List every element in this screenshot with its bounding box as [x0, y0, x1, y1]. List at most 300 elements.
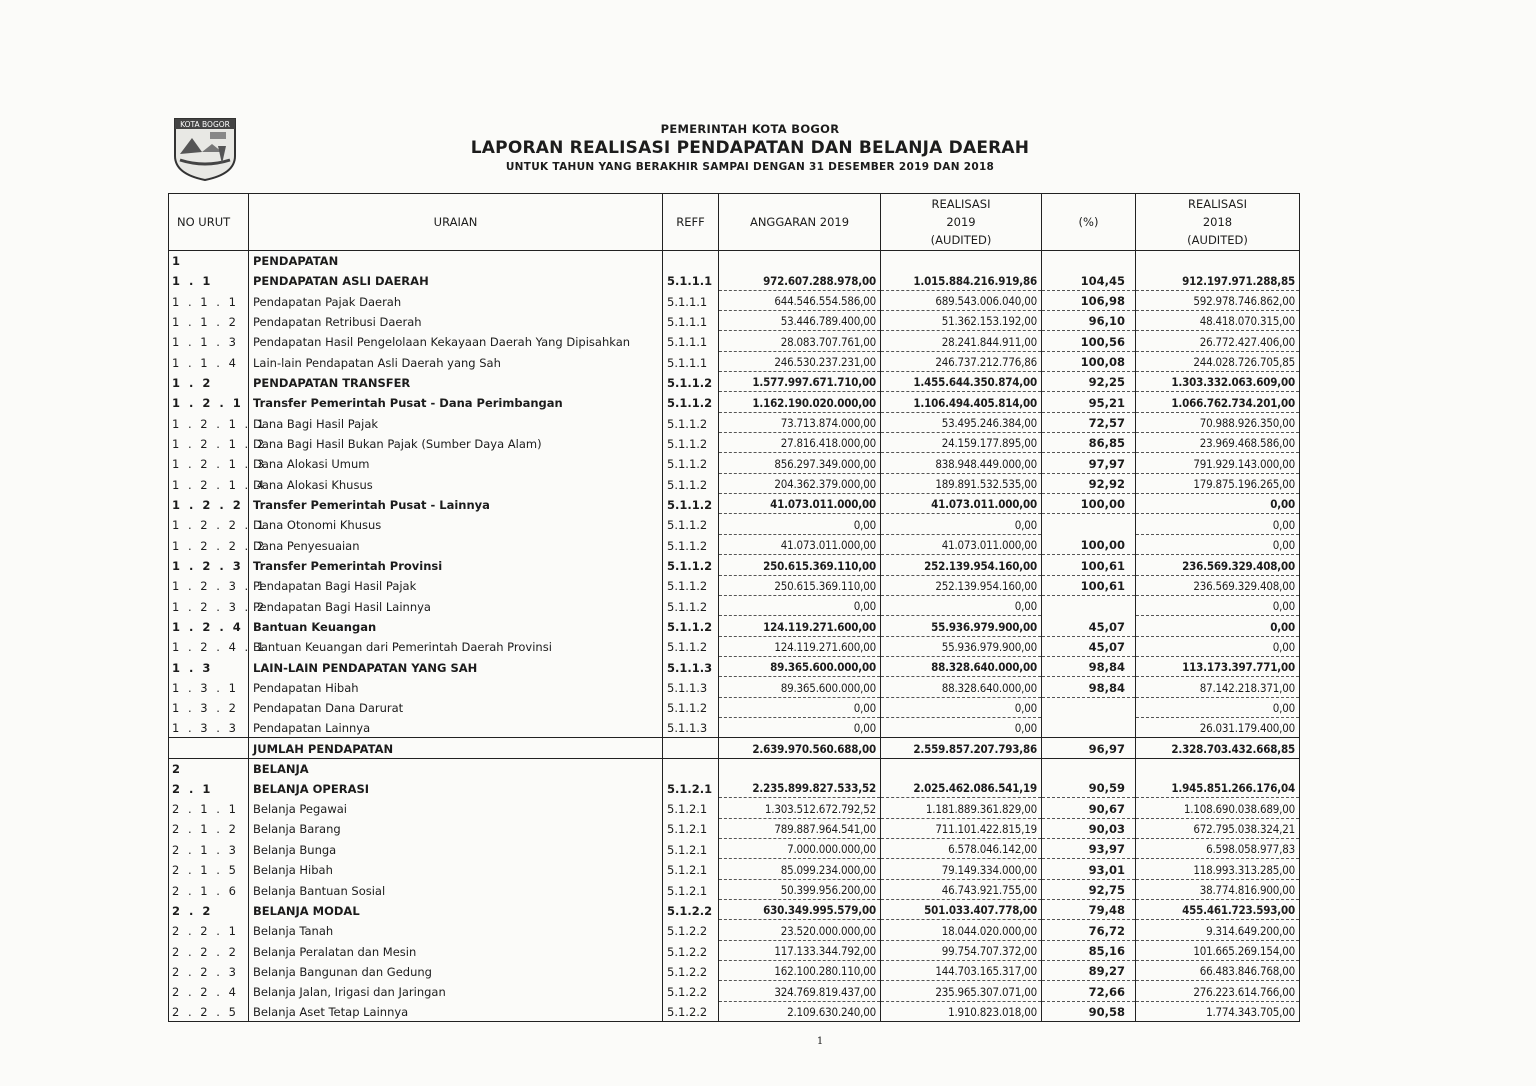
anggaran-cell: 53.446.789.400,00 [719, 311, 881, 331]
reff-cell: 5.1.2.2 [663, 981, 719, 1001]
no-urut-cell: 2 . 2 [169, 900, 249, 920]
page-number: 1 [816, 1036, 824, 1047]
no-urut-cell: 2 . 1 . 6 [169, 879, 249, 899]
no-urut-cell: 1 . 1 . 2 [169, 311, 249, 331]
anggaran-cell: 250.615.369.110,00 [719, 575, 881, 595]
table-row [169, 1001, 1300, 1021]
anggaran-cell: 27.816.418.000,00 [719, 433, 881, 453]
anggaran-cell: 324.769.819.437,00 [719, 981, 881, 1001]
percent-cell: 100,00 [1042, 494, 1136, 514]
realisasi-2019-cell: 0,00 [881, 717, 1042, 737]
table-row [169, 351, 1300, 371]
percent-cell: 100,08 [1042, 351, 1136, 371]
realisasi-2018-cell [1136, 251, 1300, 271]
table-row [169, 981, 1300, 1001]
table-row [169, 473, 1300, 493]
anggaran-cell: 124.119.271.600,00 [719, 616, 881, 636]
realisasi-2019-cell: 1.181.889.361.829,00 [881, 798, 1042, 818]
uraian-cell: BELANJA OPERASI [249, 778, 663, 798]
kota-bogor-logo [172, 116, 238, 182]
col-header-realisasi-2018-l3: (AUDITED) [1187, 233, 1248, 247]
table-row [169, 859, 1300, 879]
uraian-cell: Belanja Bangunan dan Gedung [249, 961, 663, 981]
realisasi-2019-cell: 24.159.177.895,00 [881, 433, 1042, 453]
table-row [169, 372, 1300, 392]
reff-cell: 5.1.2.2 [663, 920, 719, 940]
realisasi-2018-cell: 113.173.397.771,00 [1136, 656, 1300, 676]
no-urut-cell: 1 . 2 . 1 [169, 392, 249, 412]
realisasi-2019-cell: 252.139.954.160,00 [881, 575, 1042, 595]
table-row [169, 534, 1300, 554]
reff-cell: 5.1.1.2 [663, 372, 719, 392]
reff-cell: 5.1.1.1 [663, 331, 719, 351]
realisasi-2019-cell: 55.936.979.900,00 [881, 616, 1042, 636]
col-header-realisasi-2019-l2: 2019 [946, 215, 976, 229]
percent-cell: 90,59 [1042, 778, 1136, 798]
anggaran-cell [719, 758, 881, 778]
col-header-realisasi-2018-l2: 2018 [1202, 215, 1233, 229]
realisasi-2018-cell: 455.461.723.593,00 [1136, 900, 1300, 920]
government-name: PEMERINTAH KOTA BOGOR [660, 122, 840, 136]
no-urut-cell: 1 . 2 . 4 . 1 [169, 636, 249, 656]
reff-cell: 5.1.2.1 [663, 778, 719, 798]
reff-cell: 5.1.1.2 [663, 453, 719, 473]
realisasi-2019-cell: 252.139.954.160,00 [881, 555, 1042, 575]
realisasi-2018-cell: 672.795.038.324,21 [1136, 818, 1300, 838]
anggaran-cell: 41.073.011.000,00 [719, 534, 881, 554]
table-row [169, 311, 1300, 331]
anggaran-cell: 28.083.707.761,00 [719, 331, 881, 351]
uraian-cell: Transfer Pemerintah Pusat - Dana Perimbangan [249, 392, 663, 412]
percent-cell: 104,45 [1042, 270, 1136, 290]
col-header-reff: REFF [663, 194, 719, 251]
realisasi-2019-cell: 18.044.020.000,00 [881, 920, 1042, 940]
no-urut-cell: 1 [169, 251, 249, 271]
reff-cell: 5.1.1.3 [663, 656, 719, 676]
realisasi-2018-cell: 0,00 [1136, 534, 1300, 554]
realisasi-2018-cell: 1.945.851.266.176,04 [1136, 778, 1300, 798]
uraian-cell: Dana Bagi Hasil Bukan Pajak (Sumber Daya Alam) [249, 433, 663, 453]
no-urut-cell: 1 . 2 . 2 [169, 494, 249, 514]
table-row [169, 412, 1300, 432]
col-header-realisasi-2018-l1: REALISASI [1188, 197, 1247, 211]
anggaran-cell: 85.099.234.000,00 [719, 859, 881, 879]
table-row [169, 494, 1300, 514]
no-urut-cell: 2 . 2 . 5 [169, 1001, 249, 1021]
no-urut-cell: 1 . 1 [169, 270, 249, 290]
no-urut-cell: 1 . 3 . 2 [169, 697, 249, 717]
reff-cell: 5.1.2.1 [663, 859, 719, 879]
uraian-cell: Belanja Peralatan dan Mesin [249, 940, 663, 960]
no-urut-cell: 1 . 3 . 3 [169, 717, 249, 737]
no-urut-cell: 1 . 1 . 3 [169, 331, 249, 351]
col-header-realisasi-2018 [1136, 194, 1300, 251]
reff-cell: 5.1.2.1 [663, 798, 719, 818]
anggaran-cell: 23.520.000.000,00 [719, 920, 881, 940]
table-row [169, 717, 1300, 737]
percent-cell: 100,00 [1042, 534, 1136, 554]
realisasi-2018-cell: 0,00 [1136, 697, 1300, 717]
realisasi-2019-cell: 235.965.307.071,00 [881, 981, 1042, 1001]
percent-cell: 93,97 [1042, 838, 1136, 858]
percent-cell: 90,58 [1042, 1001, 1136, 1021]
percent-cell: 93,01 [1042, 859, 1136, 879]
reff-cell: 5.1.1.1 [663, 290, 719, 310]
realisasi-2018-cell: 101.665.269.154,00 [1136, 940, 1300, 960]
uraian-cell: Dana Bagi Hasil Pajak [249, 412, 663, 432]
col-header-anggaran: ANGGARAN 2019 [719, 194, 881, 251]
realisasi-2018-cell: 236.569.329.408,00 [1136, 575, 1300, 595]
no-urut-cell: 1 . 2 . 1 . 3 [169, 453, 249, 473]
uraian-cell: Pendapatan Hibah [249, 677, 663, 697]
realisasi-2018-cell: 236.569.329.408,00 [1136, 555, 1300, 575]
anggaran-cell: 2.109.630.240,00 [719, 1001, 881, 1021]
reff-cell: 5.1.1.1 [663, 351, 719, 371]
table-row [169, 838, 1300, 858]
realisasi-2019-cell: 838.948.449.000,00 [881, 453, 1042, 473]
percent-cell: 95,21 [1042, 392, 1136, 412]
uraian-cell: Dana Alokasi Khusus [249, 473, 663, 493]
realisasi-2018-cell: 48.418.070.315,00 [1136, 311, 1300, 331]
no-urut-cell: 1 . 1 . 1 [169, 290, 249, 310]
anggaran-cell: 630.349.995.579,00 [719, 900, 881, 920]
percent-cell: 45,07 [1042, 616, 1136, 636]
realisasi-2019-cell: 189.891.532.535,00 [881, 473, 1042, 493]
col-header-no-urut: NO URUT [169, 194, 249, 251]
table-row [169, 961, 1300, 981]
table-row [169, 879, 1300, 899]
reff-cell: 5.1.2.2 [663, 940, 719, 960]
realisasi-2019-cell [881, 758, 1042, 778]
reff-cell: 5.1.1.3 [663, 717, 719, 737]
percent-cell: 98,84 [1042, 677, 1136, 697]
anggaran-cell: 50.399.956.200,00 [719, 879, 881, 899]
logo-text: KOTA BOGOR [180, 120, 230, 129]
anggaran-cell: 89.365.600.000,00 [719, 677, 881, 697]
reff-cell: 5.1.1.1 [663, 270, 719, 290]
total-row [169, 738, 1300, 758]
anggaran-cell: 124.119.271.600,00 [719, 636, 881, 656]
percent-cell: 100,61 [1042, 575, 1136, 595]
uraian-cell: PENDAPATAN ASLI DAERAH [249, 270, 663, 290]
reff-cell [663, 758, 719, 778]
table-row [169, 697, 1300, 717]
uraian-cell: BELANJA MODAL [249, 900, 663, 920]
no-urut-cell: 1 . 2 . 4 [169, 616, 249, 636]
uraian-cell: Pendapatan Bagi Hasil Lainnya [249, 595, 663, 615]
no-urut-cell: 2 . 2 . 3 [169, 961, 249, 981]
no-urut-cell: 1 . 1 . 4 [169, 351, 249, 371]
anggaran-cell: 117.133.344.792,00 [719, 940, 881, 960]
table-row [169, 677, 1300, 697]
percent-cell: 90,03 [1042, 818, 1136, 838]
percent-cell: 89,27 [1042, 961, 1136, 981]
reff-cell: 5.1.2.1 [663, 838, 719, 858]
realisasi-2018-cell: 87.142.218.371,00 [1136, 677, 1300, 697]
uraian-cell: Pendapatan Bagi Hasil Pajak [249, 575, 663, 595]
table-row [169, 758, 1300, 778]
realisasi-2019-cell: 2.559.857.207.793,86 [881, 738, 1042, 758]
anggaran-cell [719, 251, 881, 271]
uraian-cell: Bantuan Keuangan [249, 616, 663, 636]
table-header-row [169, 194, 1300, 251]
realisasi-2018-cell: 2.328.703.432.668,85 [1136, 738, 1300, 758]
realisasi-2019-cell [881, 251, 1042, 271]
percent-cell: 96,10 [1042, 311, 1136, 331]
reff-cell: 5.1.1.2 [663, 433, 719, 453]
table-row [169, 251, 1300, 271]
reff-cell: 5.1.1.3 [663, 677, 719, 697]
realisasi-2019-cell: 51.362.153.192,00 [881, 311, 1042, 331]
realisasi-2019-cell: 55.936.979.900,00 [881, 636, 1042, 656]
realisasi-2018-cell: 0,00 [1136, 494, 1300, 514]
anggaran-cell: 1.162.190.020.000,00 [719, 392, 881, 412]
no-urut-cell: 2 . 1 . 5 [169, 859, 249, 879]
uraian-cell: Bantuan Keuangan dari Pemerintah Daerah Provinsi [249, 636, 663, 656]
realisasi-2018-cell: 6.598.058.977,83 [1136, 838, 1300, 858]
no-urut-cell: 2 . 2 . 1 [169, 920, 249, 940]
realisasi-2018-cell: 0,00 [1136, 595, 1300, 615]
anggaran-cell: 250.615.369.110,00 [719, 555, 881, 575]
col-header-uraian: URAIAN [249, 194, 663, 251]
percent-cell: 96,97 [1042, 738, 1136, 758]
realisasi-2019-cell: 41.073.011.000,00 [881, 534, 1042, 554]
uraian-cell: Dana Alokasi Umum [249, 453, 663, 473]
no-urut-cell: 1 . 2 . 3 . 2 [169, 595, 249, 615]
percent-cell: 97,97 [1042, 453, 1136, 473]
realisasi-2019-cell: 79.149.334.000,00 [881, 859, 1042, 879]
realisasi-2019-cell: 41.073.011.000,00 [881, 494, 1042, 514]
table-row [169, 818, 1300, 838]
percent-cell: 86,85 [1042, 433, 1136, 453]
table-row [169, 636, 1300, 656]
uraian-cell: JUMLAH PENDAPATAN [249, 738, 663, 758]
table-row [169, 290, 1300, 310]
uraian-cell: Lain-lain Pendapatan Asli Daerah yang Sah [249, 351, 663, 371]
percent-cell: 92,92 [1042, 473, 1136, 493]
reff-cell: 5.1.2.1 [663, 818, 719, 838]
realisasi-2018-cell: 179.875.196.265,00 [1136, 473, 1300, 493]
reff-cell: 5.1.1.2 [663, 412, 719, 432]
realisasi-2018-cell: 0,00 [1136, 616, 1300, 636]
uraian-cell: Belanja Barang [249, 818, 663, 838]
realisasi-2019-cell: 1.455.644.350.874,00 [881, 372, 1042, 392]
realisasi-2018-cell: 118.993.313.285,00 [1136, 859, 1300, 879]
realisasi-2019-cell: 711.101.422.815,19 [881, 818, 1042, 838]
realisasi-2019-cell: 6.578.046.142,00 [881, 838, 1042, 858]
uraian-cell: Belanja Bunga [249, 838, 663, 858]
col-header-percent: (%) [1042, 194, 1136, 251]
no-urut-cell: 2 . 1 [169, 778, 249, 798]
percent-cell: 79,48 [1042, 900, 1136, 920]
anggaran-cell: 1.577.997.671.710,00 [719, 372, 881, 392]
table-row [169, 433, 1300, 453]
no-urut-cell: 2 [169, 758, 249, 778]
no-urut-cell: 1 . 2 . 3 [169, 555, 249, 575]
table-row [169, 900, 1300, 920]
table-row [169, 920, 1300, 940]
reff-cell: 5.1.1.2 [663, 595, 719, 615]
col-header-realisasi-2019-l3: (AUDITED) [930, 233, 992, 247]
no-urut-cell: 2 . 2 . 4 [169, 981, 249, 1001]
realisasi-2019-cell: 501.033.407.778,00 [881, 900, 1042, 920]
no-urut-cell: 2 . 1 . 1 [169, 798, 249, 818]
percent-cell: 100,61 [1042, 555, 1136, 575]
realisasi-2018-cell: 0,00 [1136, 514, 1300, 534]
reff-cell: 5.1.2.2 [663, 1001, 719, 1021]
realisasi-2018-cell: 1.303.332.063.609,00 [1136, 372, 1300, 392]
realisasi-2018-cell: 912.197.971.288,85 [1136, 270, 1300, 290]
uraian-cell: PENDAPATAN TRANSFER [249, 372, 663, 392]
realisasi-2018-cell: 1.066.762.734.201,00 [1136, 392, 1300, 412]
reff-cell: 5.1.1.2 [663, 473, 719, 493]
budget-realization-table [168, 193, 1300, 1022]
realisasi-2018-cell: 1.774.343.705,00 [1136, 1001, 1300, 1021]
realisasi-2019-cell: 88.328.640.000,00 [881, 656, 1042, 676]
percent-cell: 45,07 [1042, 636, 1136, 656]
realisasi-2019-cell: 0,00 [881, 595, 1042, 615]
percent-cell: 72,66 [1042, 981, 1136, 1001]
realisasi-2019-cell: 99.754.707.372,00 [881, 940, 1042, 960]
no-urut-cell: 1 . 2 . 3 . 1 [169, 575, 249, 595]
no-urut-cell [169, 738, 249, 758]
reff-cell: 5.1.2.1 [663, 879, 719, 899]
realisasi-2018-cell: 244.028.726.705,85 [1136, 351, 1300, 371]
percent-cell: 106,98 [1042, 290, 1136, 310]
percent-cell [1042, 595, 1136, 615]
table-row [169, 392, 1300, 412]
realisasi-2018-cell: 9.314.649.200,00 [1136, 920, 1300, 940]
report-subtitle: UNTUK TAHUN YANG BERAKHIR SAMPAI DENGAN 31 DESEMBER 2019 DAN 2018 [505, 161, 995, 173]
anggaran-cell: 644.546.554.586,00 [719, 290, 881, 310]
anggaran-cell: 0,00 [719, 697, 881, 717]
realisasi-2019-cell: 0,00 [881, 697, 1042, 717]
reff-cell: 5.1.1.2 [663, 514, 719, 534]
realisasi-2019-cell: 28.241.844.911,00 [881, 331, 1042, 351]
percent-cell: 100,56 [1042, 331, 1136, 351]
uraian-cell: Belanja Tanah [249, 920, 663, 940]
realisasi-2018-cell: 23.969.468.586,00 [1136, 433, 1300, 453]
table-row [169, 270, 1300, 290]
uraian-cell: Transfer Pemerintah Provinsi [249, 555, 663, 575]
col-header-realisasi-2019 [881, 194, 1042, 251]
table-row [169, 555, 1300, 575]
reff-cell: 5.1.1.2 [663, 494, 719, 514]
table-row [169, 453, 1300, 473]
realisasi-2019-cell: 53.495.246.384,00 [881, 412, 1042, 432]
reff-cell: 5.1.1.2 [663, 636, 719, 656]
uraian-cell: Dana Otonomi Khusus [249, 514, 663, 534]
realisasi-2019-cell: 246.737.212.776,86 [881, 351, 1042, 371]
realisasi-2019-cell: 144.703.165.317,00 [881, 961, 1042, 981]
percent-cell: 92,25 [1042, 372, 1136, 392]
anggaran-cell: 246.530.237.231,00 [719, 351, 881, 371]
no-urut-cell: 1 . 3 [169, 656, 249, 676]
realisasi-2018-cell: 38.774.816.900,00 [1136, 879, 1300, 899]
uraian-cell: Belanja Aset Tetap Lainnya [249, 1001, 663, 1021]
percent-cell: 90,67 [1042, 798, 1136, 818]
percent-cell [1042, 514, 1136, 534]
uraian-cell: PENDAPATAN [249, 251, 663, 271]
realisasi-2019-cell: 46.743.921.755,00 [881, 879, 1042, 899]
anggaran-cell: 972.607.288.978,00 [719, 270, 881, 290]
percent-cell [1042, 758, 1136, 778]
percent-cell: 72,57 [1042, 412, 1136, 432]
realisasi-2018-cell: 592.978.746.862,00 [1136, 290, 1300, 310]
anggaran-cell: 89.365.600.000,00 [719, 656, 881, 676]
anggaran-cell: 41.073.011.000,00 [719, 494, 881, 514]
no-urut-cell: 1 . 2 [169, 372, 249, 392]
no-urut-cell: 2 . 1 . 2 [169, 818, 249, 838]
anggaran-cell: 2.235.899.827.533,52 [719, 778, 881, 798]
uraian-cell: Pendapatan Dana Darurat [249, 697, 663, 717]
reff-cell: 5.1.1.2 [663, 534, 719, 554]
realisasi-2018-cell: 0,00 [1136, 636, 1300, 656]
uraian-cell: Pendapatan Pajak Daerah [249, 290, 663, 310]
report-title: LAPORAN REALISASI PENDAPATAN DAN BELANJA DAERAH [470, 138, 1030, 158]
uraian-cell: BELANJA [249, 758, 663, 778]
table-row [169, 940, 1300, 960]
realisasi-2019-cell: 1.106.494.405.814,00 [881, 392, 1042, 412]
percent-cell: 92,75 [1042, 879, 1136, 899]
no-urut-cell: 2 . 2 . 2 [169, 940, 249, 960]
anggaran-cell: 856.297.349.000,00 [719, 453, 881, 473]
table-row [169, 616, 1300, 636]
no-urut-cell: 1 . 3 . 1 [169, 677, 249, 697]
realisasi-2019-cell: 88.328.640.000,00 [881, 677, 1042, 697]
table-row [169, 798, 1300, 818]
realisasi-2019-cell: 1.910.823.018,00 [881, 1001, 1042, 1021]
realisasi-2019-cell: 2.025.462.086.541,19 [881, 778, 1042, 798]
no-urut-cell: 1 . 2 . 1 . 4 [169, 473, 249, 493]
anggaran-cell: 0,00 [719, 514, 881, 534]
realisasi-2019-cell: 0,00 [881, 514, 1042, 534]
reff-cell: 5.1.1.1 [663, 311, 719, 331]
table-row [169, 331, 1300, 351]
realisasi-2018-cell: 276.223.614.766,00 [1136, 981, 1300, 1001]
reff-cell: 5.1.2.2 [663, 961, 719, 981]
no-urut-cell: 1 . 2 . 2 . 2 [169, 534, 249, 554]
uraian-cell: Transfer Pemerintah Pusat - Lainnya [249, 494, 663, 514]
no-urut-cell: 1 . 2 . 1 . 1 [169, 412, 249, 432]
table-row [169, 514, 1300, 534]
no-urut-cell: 1 . 2 . 2 . 1 [169, 514, 249, 534]
reff-cell: 5.1.1.2 [663, 392, 719, 412]
uraian-cell: Pendapatan Lainnya [249, 717, 663, 737]
reff-cell: 5.1.1.2 [663, 575, 719, 595]
anggaran-cell: 2.639.970.560.688,00 [719, 738, 881, 758]
anggaran-cell: 0,00 [719, 717, 881, 737]
anggaran-cell: 73.713.874.000,00 [719, 412, 881, 432]
anggaran-cell: 1.303.512.672.792,52 [719, 798, 881, 818]
col-header-realisasi-2019-l1: REALISASI [931, 197, 991, 211]
anggaran-cell: 204.362.379.000,00 [719, 473, 881, 493]
uraian-cell: Pendapatan Hasil Pengelolaan Kekayaan Daerah Yang Dipisahkan [249, 331, 663, 351]
realisasi-2018-cell: 70.988.926.350,00 [1136, 412, 1300, 432]
realisasi-2018-cell: 26.031.179.400,00 [1136, 717, 1300, 737]
reff-cell [663, 251, 719, 271]
reff-cell: 5.1.2.2 [663, 900, 719, 920]
no-urut-cell: 1 . 2 . 1 . 2 [169, 433, 249, 453]
uraian-cell: LAIN-LAIN PENDAPATAN YANG SAH [249, 656, 663, 676]
percent-cell [1042, 717, 1136, 737]
realisasi-2018-cell: 26.772.427.406,00 [1136, 331, 1300, 351]
percent-cell: 85,16 [1042, 940, 1136, 960]
percent-cell: 98,84 [1042, 656, 1136, 676]
uraian-cell: Belanja Hibah [249, 859, 663, 879]
anggaran-cell: 162.100.280.110,00 [719, 961, 881, 981]
uraian-cell: Dana Penyesuaian [249, 534, 663, 554]
